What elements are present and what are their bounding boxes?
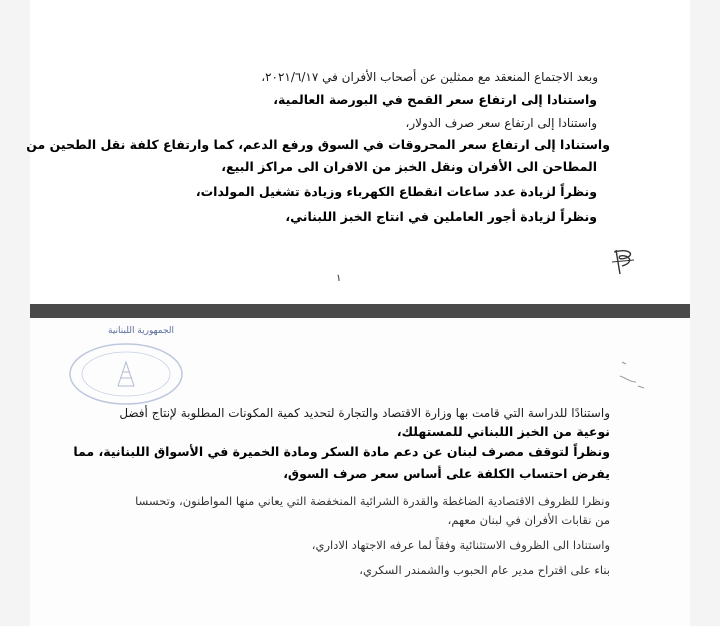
bottom-line-3: ونظراً لتوقف مصرف لبنان عن دعم مادة السكر ومادة الخميرة في الأسواق اللبنانية، مما [73, 444, 610, 459]
top-line-7: ونظراً لزيادة أجور العاملين في انتاج الخبز اللبناني، [285, 209, 597, 224]
stamp-text: الجمهورية اللبنانية [108, 326, 175, 336]
top-line-3: واستنادا إلى ارتفاع سعر صرف الدولار، [405, 116, 597, 130]
bottom-line-2: نوعية من الخبز اللبناني للمستهلك، [396, 424, 610, 439]
page-number: ١ [336, 273, 342, 284]
signature-mark [606, 244, 642, 280]
top-line-6: ونظراً لزيادة عدد ساعات انقطاع الكهرباء وزيادة تشغيل المولدات، [195, 184, 597, 199]
bottom-line-6: من نقابات الأفران في لبنان معهم، [447, 513, 610, 527]
official-stamp [62, 326, 190, 406]
bottom-line-4: يفرض احتساب الكلفة على أساس سعر صرف السوق، [283, 466, 610, 481]
bottom-line-7: واستنادا الى الظروف الاستثنائية وفقاً لما عرفه الاجتهاد الاداري، [311, 538, 610, 552]
bottom-line-1: واستنادًا للدراسة التي قامت بها وزارة الاقتصاد والتجارة لتحديد كمية المكونات المطلوبة لإنتاج أفضل [119, 406, 610, 420]
right-margin [690, 0, 720, 626]
top-line-5: المطاحن الى الأفران ونقل الخبز من الافران الى مراكز البيع، [221, 159, 597, 174]
top-line-1: وبعد الاجتماع المنعقد مع ممثلين عن أصحاب الأفران في ٢٠٢١/٦/١٧، [261, 70, 598, 84]
bottom-line-8: بناء على اقتراح مدير عام الحبوب والشمندر السكري، [359, 563, 610, 577]
scribble-mark [616, 356, 650, 392]
page-divider [30, 304, 690, 318]
bottom-line-5: ونظرا للظروف الاقتصادية الضاغطة والقدرة الشرائية المنخفضة التي يعاني منها المواطنون، وتحسسا [135, 494, 610, 508]
top-line-4: واستنادا إلى ارتفاع سعر المحروقات في السوق ورفع الدعم، كما وارتفاع كلفة نقل الطحين من [26, 137, 610, 152]
left-margin [0, 0, 30, 626]
top-line-2: واستنادا إلى ارتفاع سعر القمح في البورصة العالمية، [273, 92, 597, 107]
